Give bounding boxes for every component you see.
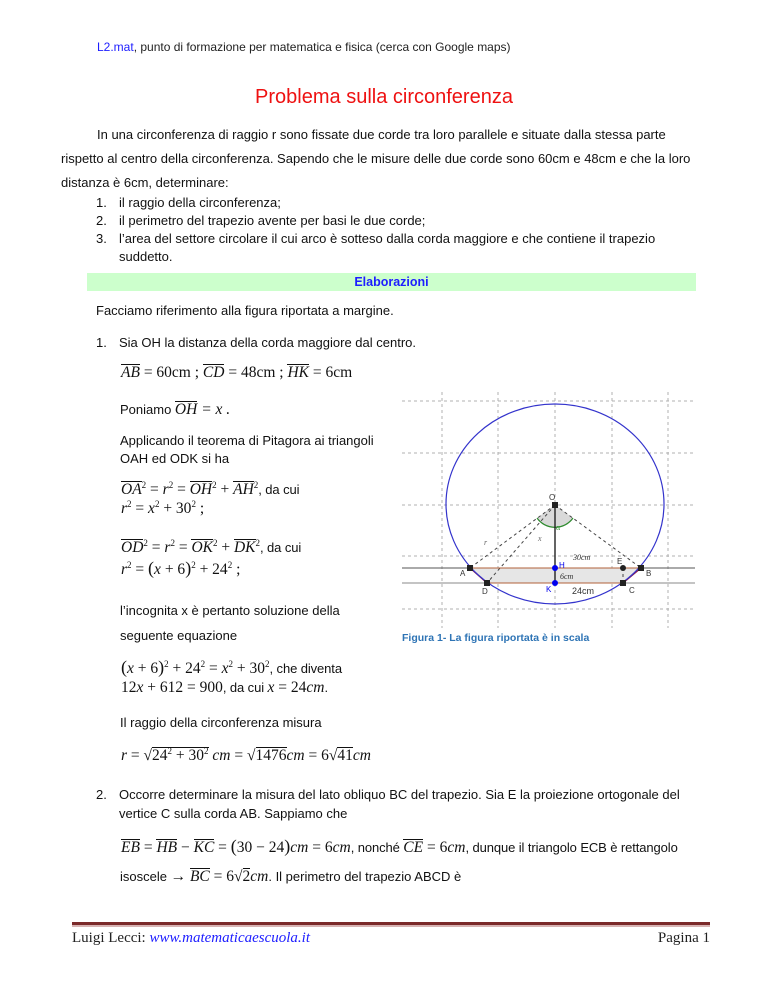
label-alpha: α [556,523,561,532]
unknown-line1 [120,603,340,618]
step1-number: 1. [96,335,107,350]
point-k [552,580,558,586]
equation-1a: $OA^2 = r^2 = OH^2 + AH^2$, da cui [121,480,300,498]
page-header [97,40,511,54]
l2mat-link[interactable]: L2.mat [97,40,134,54]
label-6cm: 6cm [560,572,574,581]
geometry-figure [395,390,705,630]
radius-label: Il raggio della circonferenza misura [120,715,322,730]
page-title: Problema sulla circonferenza [255,86,513,108]
task-1-text: il raggio della circonferenza; [119,195,281,210]
seg-oh: OH [174,401,198,418]
equation-eb: EB = HB − KC = (30 − 24)cm = 6cm, nonché CE = 6cm, dunque il triangolo ECB è rettangolo [121,836,678,856]
perimeter-text: . Il perimetro del trapezio ABCD è [268,869,462,884]
label-e: E [617,557,623,566]
label-30cm: 30cm [573,553,591,562]
label-c: C [629,586,635,595]
task-number: 1. [96,195,107,210]
isoscele-text: isoscele [120,869,171,884]
label-h: H [559,561,565,570]
label-o: O [549,493,556,502]
point-a [467,565,473,571]
cd-value: = 48cm ; [224,364,288,381]
eq3-suffix: , che diventa [269,661,342,676]
label-d: D [482,587,488,596]
point-d [484,580,490,586]
step1-text: Sia OH la distanza della corda maggiore dal centro. [119,335,416,350]
step2-number: 2. [96,787,107,802]
ab-value: = 60cm ; [139,364,203,381]
pitagora-line1: Applicando il teorema di Pitagora ai triangoli [120,433,374,448]
seg-cd: CD [202,364,225,381]
label-24cm: 24cm [572,586,595,596]
header-text: , punto di formazione per matematica e fisica (cerca con Google maps) [133,40,511,54]
hk-value: = 6cm [309,364,353,381]
site-link[interactable]: www.matematicaescuola.it [149,930,311,946]
step2-line1: Occorre determinare la misura del lato obliquo BC del trapezio. Sia E la proiezione ortogonale del [119,787,680,802]
seg-hk: HK [287,364,309,381]
equation-3: $(x + 6)^2 + 24^2 = x^2 + 30^2$, che diventa [121,657,342,677]
unknown-text-1: l’incognita x è pertanto soluzione della [120,603,340,618]
figure-caption: Figura 1- La figura riportata è in scala [402,632,590,644]
point-c [620,580,626,586]
label-a: A [460,569,466,578]
section-heading-elaborazioni: Elaborazioni [87,273,696,291]
label-x: x [538,534,542,543]
equation-2a: $OD^2 = r^2 = OK^2 + DK^2$, da cui [121,538,302,556]
footer-rule-light [72,925,710,927]
oh-eq: = x . [197,401,231,418]
point-h [552,565,558,571]
page-number: Pagina 1 [657,930,710,946]
author-name: Luigi Lecci: [72,930,150,946]
equation-4: 12x + 612 = 900, da cui x = 24cm. [121,679,328,696]
reference-text: Facciamo riferimento alla figura riportata a margine. [96,303,394,318]
radius-equation: $r = √24^2 + 30^2$ cm = √1476cm = 6√41cm [121,746,371,764]
unknown-line2: seguente equazione [120,628,238,643]
eq4-mid: , da cui [222,680,268,695]
task-3-text-cont: suddetto. [119,249,173,264]
seg-ab: AB [121,364,140,381]
point-o [552,502,558,508]
eq1-suffix: , da cui [258,482,300,497]
step2-line2: vertice C sulla corda AB. Sappiamo che [119,806,348,821]
pitagora-line2: OAH ed ODK si ha [120,451,230,466]
equation-1b: $r^2 = x^2 + 30^2$ ; [121,499,205,517]
footer-author [72,930,310,947]
eq2-suffix: , da cui [260,540,302,555]
task-3 [96,231,107,246]
given-measures [121,364,352,382]
label-k: K [546,585,552,594]
equation-2b: $r^2 = (x + 6)^2 + 24^2$ ; [121,558,241,578]
poniamo-line [120,401,230,419]
label-b: B [646,569,652,578]
task-number: 3. [96,231,107,246]
poniamo-label: Poniamo [120,402,175,417]
task-1 [96,195,107,210]
task-number: 2. [96,213,107,228]
point-b [638,565,644,571]
label-r: r [484,538,488,547]
eq-mid: , nonché [350,840,404,855]
task-3-text: l’area del settore circolare il cui arco è sotteso dalla corda maggiore e che contiene il trapezio [119,231,656,246]
problem-statement: In una circonferenza di raggio r sono fissate due corde tra loro parallele e situate dalla stessa parte rispetto al centro della circonferenza. Sapendo che le misure delle due corde sono 60cm e 48cm e che la loro distanza è 6cm, determinare: [61,127,691,190]
task-2-text: il perimetro del trapezio avente per basi le due corde; [119,213,426,228]
step2-line4: isoscele → BC = 6√2cm. Il perimetro del trapezio ABCD è [120,868,462,885]
task-2 [96,213,107,228]
eq-end: , dunque il triangolo ECB è rettangolo [465,840,678,855]
